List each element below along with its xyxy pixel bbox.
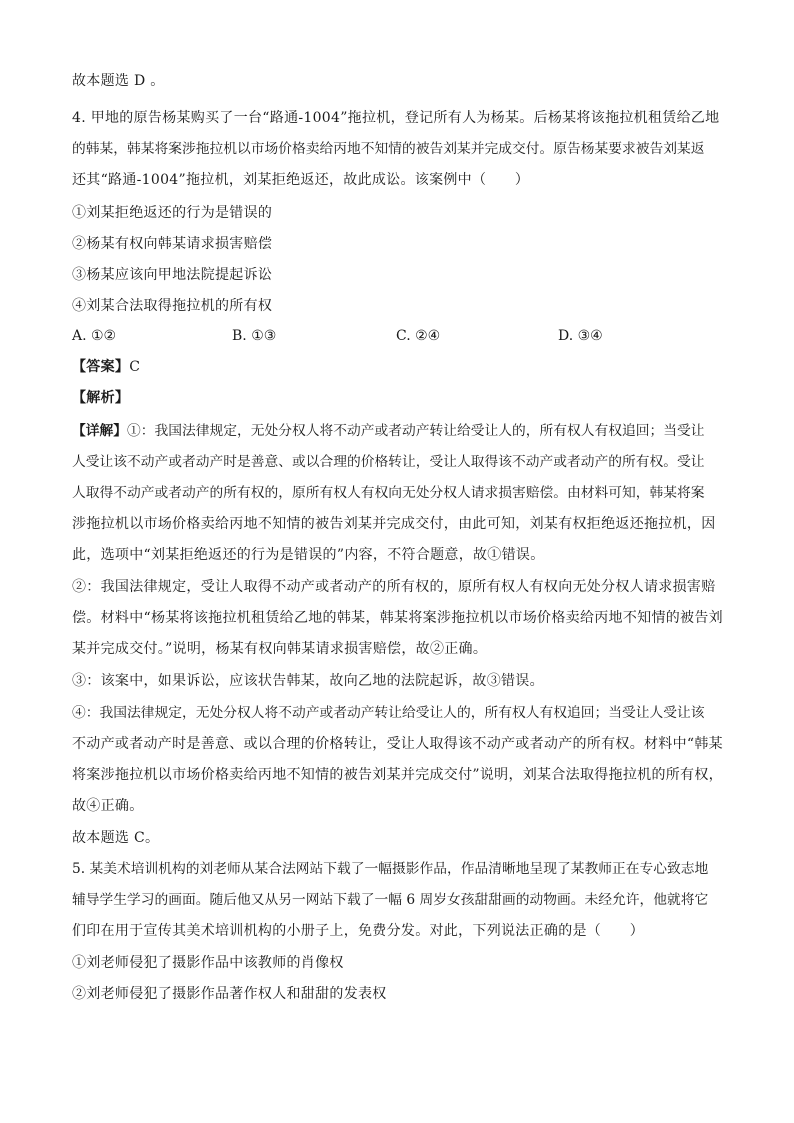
q4-answer [72,357,724,377]
q5-statement: ②刘老师侵犯了摄影作品著作权人和甜甜的发表权 [72,986,387,1002]
q4-analysis-line: 故④正确。 [72,798,144,814]
q4-analysis-line: 不动产或者动产时是善意、或以合理的价格转让，受让人取得该不动产或者动产的所有权。材料中“韩某 [72,736,723,752]
q5-stem-line: 5. 某美术培训机构的刘老师从某合法网站下载了一幅摄影作品，作品清晰地呈现了某教师正在专心致志地 [72,861,709,877]
q4-analysis-line: 偿。材料中“杨某将该拖拉机租赁给乙地的韩某，韩某将案涉拖拉机以市场价格卖给丙地不知情的被告刘 [72,610,723,626]
q4-analysis-line: 将案涉拖拉机以市场价格卖给丙地不知情的被告刘某并完成交付”说明，刘某合法取得拖拉机的所有权， [72,767,723,783]
q4-analysis-line: 人取得不动产或者动产的所有权的，原所有权人有权向无处分权人请求损害赔偿。由材料可知，韩某将案 [72,485,705,501]
q4-option-c: C. ②④ [396,328,441,344]
q4-analysis-line [72,421,724,441]
q4-analysis-line: ②：我国法律规定，受让人取得不动产或者动产的所有权的，原所有权人有权向无处分权人请求损害赔 [72,579,716,595]
answer-value: C [129,359,141,375]
q4-option-d: D. ③④ [558,328,603,344]
q4-statement: ①刘某拒绝返还的行为是错误的 [72,205,273,221]
q4-stem-line: 还其“路通-1004”拖拉机，刘某拒绝返还，故此成讼。该案例中（ ） [72,172,530,188]
q5-stem-line: 们印在用于宣传其美术培训机构的小册子上，免费分发。对此，下列说法正确的是（ ） [72,923,644,939]
q4-analysis-line: 某并完成交付。”说明，杨某有权向韩某请求损害赔偿，故②正确。 [72,641,488,657]
q3-conclusion: 故本题选 D 。 [72,73,165,89]
detail-label: 【详解】 [72,423,128,439]
q4-analysis-line: 人受让该不动产或者动产时是善意、或以合理的价格转让，受让人取得该不动产或者动产的所有权。受让 [72,454,705,470]
q4-statement: ④刘某合法取得拖拉机的所有权 [72,298,273,314]
q4-statement: ②杨某有权向韩某请求损害赔偿 [72,236,273,252]
q4-stem-line: 4. 甲地的原告杨某购买了一台“路通-1004”拖拉机，登记所有人为杨某。后杨某将该拖拉机租赁给乙地 [72,110,720,126]
q4-stem-line: 的韩某，韩某将案涉拖拉机以市场价格卖给丙地不知情的被告刘某并完成交付。原告杨某要求被告刘某返 [72,141,705,157]
q4-analysis-label: 【解析】 [72,390,130,406]
q4-analysis-line: ④：我国法律规定，无处分权人将不动产或者动产转让给受让人的，所有权人有权追回；当受让人受让该 [72,705,705,721]
q4-analysis-line: 此，选项中“刘某拒绝返还的行为是错误的”内容，不符合题意，故①错误。 [72,547,545,563]
q4-conclusion: 故本题选 C。 [72,830,160,846]
analysis-text: ①：我国法律规定，无处分权人将不动产或者动产转让给受让人的，所有权人有权追回；当受让 [127,423,705,439]
q4-analysis-line: ③：该案中，如果诉讼，应该状告韩某，故向乙地的法院起诉，故③错误。 [72,673,544,689]
q4-option-a: A. ①② [72,328,117,344]
q5-statement: ①刘老师侵犯了摄影作品中该教师的肖像权 [72,955,344,971]
q4-analysis-line: 涉拖拉机以市场价格卖给丙地不知情的被告刘某并完成交付，由此可知，刘某有权拒绝返还拖拉机，因 [72,516,716,532]
q4-statement: ③杨某应该向甲地法院提起诉讼 [72,267,273,283]
answer-label: 【答案】 [72,359,130,375]
q5-stem-line: 辅导学生学习的画面。随后他又从另一网站下载了一幅 6 周岁女孩甜甜画的动物画。未经允许，他就将它 [72,892,709,908]
q4-option-b: B. ①③ [232,328,277,344]
